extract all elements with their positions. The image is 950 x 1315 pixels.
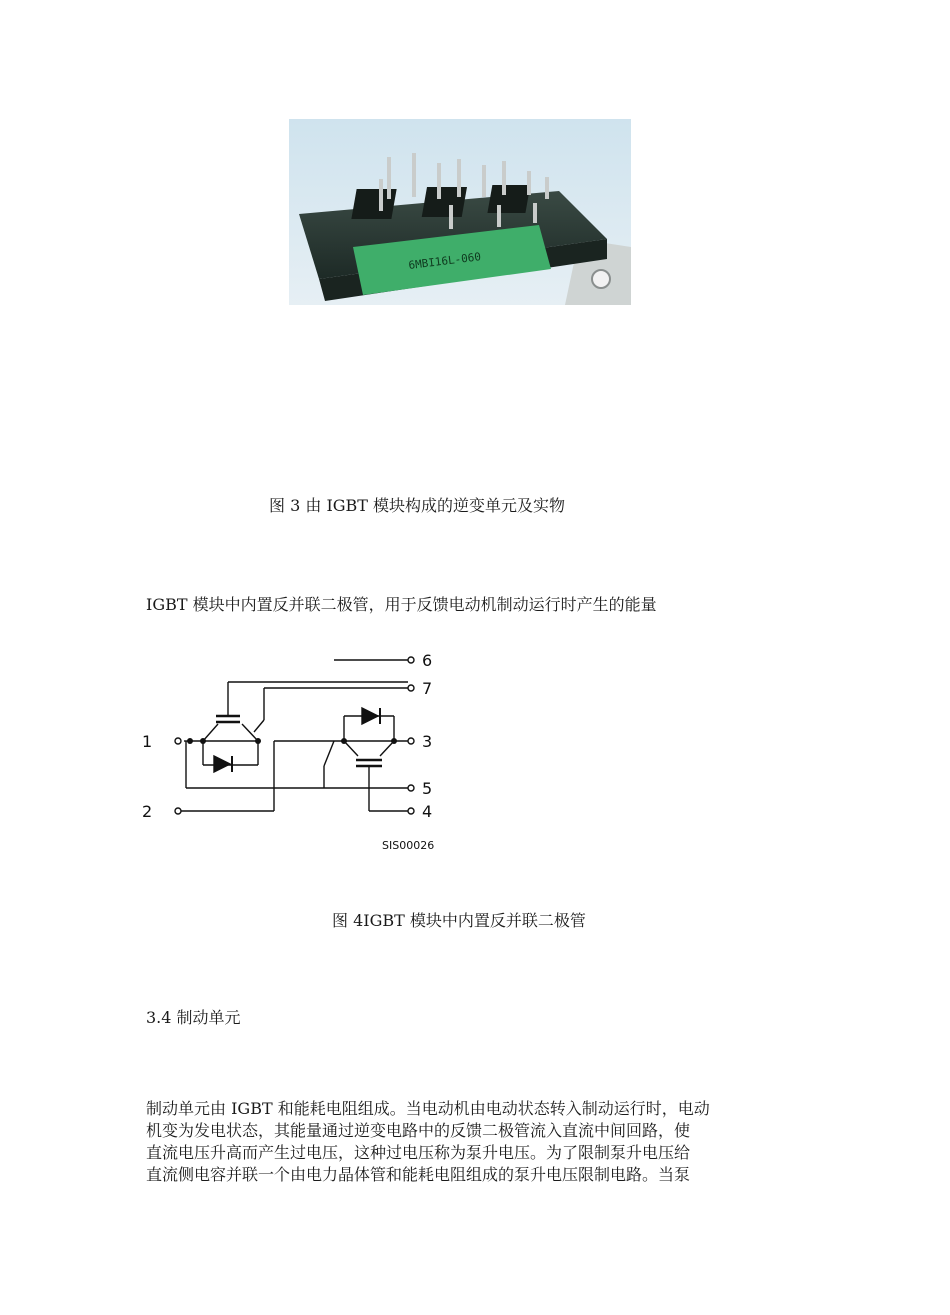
section-heading: 3.4 制动单元 <box>146 1008 241 1027</box>
section-body <box>146 1098 796 1186</box>
terminal-2-label: 2 <box>142 802 153 821</box>
body-line: 制动单元由 IGBT 和能耗电阻组成。当电动机由电动状态转入制动运行时，电动 <box>146 1099 710 1118</box>
figure3-caption: 图 3 由 IGBT 模块构成的逆变单元及实物 <box>269 496 566 515</box>
terminal-1-label: 1 <box>142 732 153 751</box>
igbt-module-photo <box>289 119 631 305</box>
terminal-6-label: 6 <box>422 651 433 670</box>
terminal-4-label: 4 <box>422 802 433 821</box>
body-line: 直流电压升高而产生过电压，这种过电压称为泵升电压。为了限制泵升电压给 <box>146 1143 691 1162</box>
igbt-circuit-diagram <box>138 650 448 855</box>
body-line: 机变为发电状态，其能量通过逆变电路中的反馈二极管流入直流中间回路，使 <box>146 1121 691 1140</box>
terminal-3-label: 3 <box>422 732 433 751</box>
body-line: 直流侧电容并联一个由电力晶体管和能耗电阻组成的泵升电压限制电路。当泵 <box>146 1165 691 1184</box>
terminal-7-label: 7 <box>422 679 433 698</box>
figure4-caption: 图 4IGBT 模块中内置反并联二极管 <box>332 911 586 930</box>
intro-paragraph: IGBT 模块中内置反并联二极管，用于反馈电动机制动运行时产生的能量 <box>146 595 657 614</box>
terminal-5-label: 5 <box>422 779 433 798</box>
product-label: 6MBI16L-060 <box>407 250 482 272</box>
diagram-code: SIS00026 <box>382 839 435 852</box>
